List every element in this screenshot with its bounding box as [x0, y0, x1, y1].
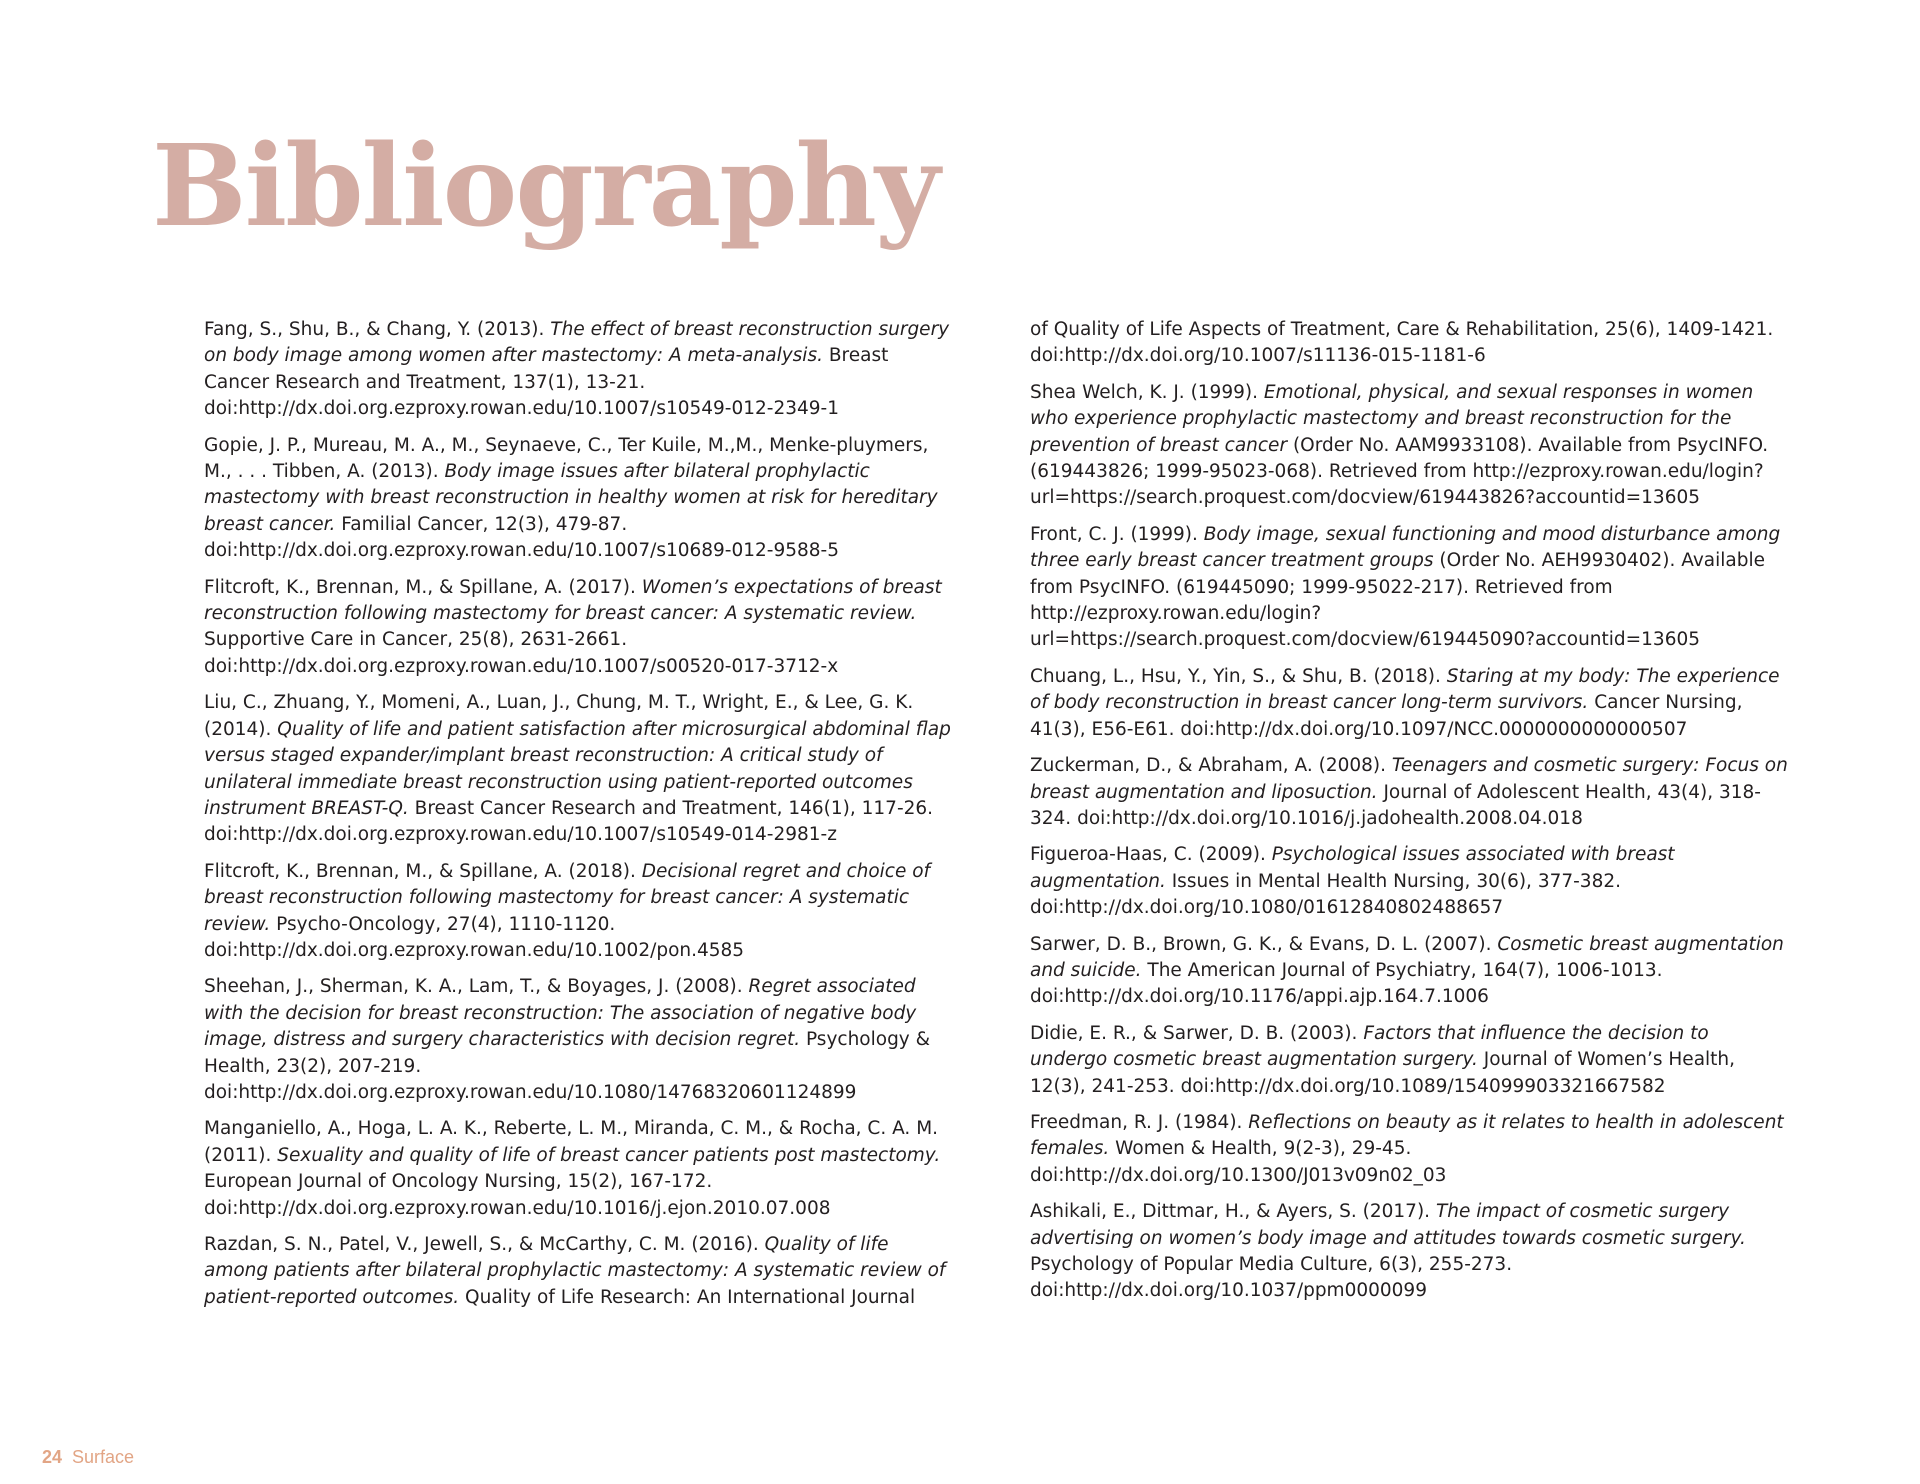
reference-source: Issues in Mental Health Nursing, 30(6), 377-382. doi:http://dx.doi.org/10.1080/01612840802488657 [1030, 870, 1621, 919]
reference-title: Staring at my body: The experience of body reconstruction in breast cancer long-term survivors. [1030, 665, 1780, 714]
reference-authors: Shea Welch, K. J. (1999). [1030, 381, 1264, 403]
reference-entry [1030, 1199, 1790, 1305]
reference-source: Psychology & Health, 23(2), 207-219. doi:http://dx.doi.org.ezproxy.rowan.edu/10.1080/14768320601124899 [204, 1029, 931, 1103]
reference-source: Women & Health, 9(2-3), 29-45. doi:http://dx.doi.org/10.1300/J013v09n02_03 [1030, 1138, 1447, 1186]
publication-name: Surface [72, 1447, 135, 1467]
right-column [1030, 317, 1790, 1315]
reference-entry [204, 1116, 952, 1222]
reference-source: The American Journal of Psychiatry, 164(7), 1006-1013. doi:http://dx.doi.org/10.1176/appi.ajp.164.7.1006 [1030, 959, 1663, 1008]
reference-entry [1030, 932, 1790, 1011]
reference-source: Journal of Women’s Health, 12(3), 241-253. doi:http://dx.doi.org/10.1089/154099903321667582 [1030, 1049, 1736, 1097]
reference-entry [1030, 1021, 1790, 1100]
reference-authors: Razdan, S. N., Patel, V., Jewell, S., & McCarthy, C. M. (2016). [204, 1234, 765, 1255]
reference-title: Body image, sexual functioning and mood disturbance among three early breast cancer treatment groups [1030, 523, 1781, 572]
reference-authors: Zuckerman, D., & Abraham, A. (2008). [1030, 755, 1392, 777]
reference-source: of Quality of Life Aspects of Treatment, Care & Rehabilitation, 25(6), 1409-1421. doi:http://dx.doi.org/10.1007/s11136-015-1181-6 [1030, 319, 1774, 367]
reference-authors: Sheehan, J., Sherman, K. A., Lam, T., & Boyages, J. (2008). [204, 976, 749, 998]
reference-source: Quality of Life Research: An International Journal [459, 1286, 916, 1308]
reference-entry [204, 859, 952, 965]
page-title: Bibliography [152, 121, 939, 252]
reference-authors: Gopie, J. P., Mureau, M. A., M., Seynaeve, C., Ter Kuile, M.,M., Menke-pluymers, M., . . . Tibben, A. (2013). [204, 434, 929, 483]
reference-authors: Manganiello, A., Hoga, L. A. K., Reberte, L. M., Miranda, C. M., & Rocha, C. A. M. (2011). [204, 1118, 939, 1166]
reference-authors: Chuang, L., Hsu, Y., Yin, S., & Shu, B. (2018). [1030, 665, 1447, 687]
reference-entry [1030, 842, 1790, 921]
reference-authors: Flitcroft, K., Brennan, M., & Spillane, A. (2017). [204, 576, 642, 598]
reference-title: Reflections on beauty as it relates to health in adolescent females. [1030, 1111, 1784, 1160]
reference-authors: Front, C. J. (1999). [1030, 523, 1204, 545]
page-footer [42, 1447, 134, 1468]
reference-entry [204, 690, 952, 848]
reference-title: Women’s expectations of breast reconstruction following mastectomy for breast cancer: A systematic review. [204, 576, 942, 625]
reference-entry [204, 974, 952, 1106]
reference-title: The effect of breast reconstruction surgery on body image among women after mastectomy: A meta-analysis. [204, 319, 950, 367]
reference-entry [204, 317, 952, 423]
reference-title: Quality of life and patient satisfaction after microsurgical abdominal flap versus staged expander/implant breast reconstruction: A critical study of unilateral immediate breast reconstruction using patient-reported outcomes instrument BREAST-Q. [204, 718, 951, 819]
reference-source: Familial Cancer, 12(3), 479-87. doi:http://dx.doi.org.ezproxy.rowan.edu/10.1007/s10689-012-9588-5 [204, 513, 839, 562]
reference-authors: Flitcroft, K., Brennan, M., & Spillane, A. (2018). [204, 860, 642, 882]
reference-entry [1030, 1110, 1790, 1189]
reference-authors: Fang, S., Shu, B., & Chang, Y. (2013). [204, 319, 551, 340]
reference-source: (Order No. AEH9930402). Available from PsycINFO. (619445090; 1999-95022-217). Retrieved from http://ezproxy.rowan.edu/login?url=https://search.proquest.com/docview/619445090?accountid=13605 [1030, 550, 1766, 651]
reference-authors: Ashikali, E., Dittmar, H., & Ayers, S. (2017). [1030, 1201, 1436, 1223]
reference-title: Factors that influence the decision to undergo cosmetic breast augmentation surgery. [1030, 1022, 1709, 1071]
reference-source: European Journal of Oncology Nursing, 15(2), 167-172. doi:http://dx.doi.org.ezproxy.rowan.edu/10.1016/j.ejon.2010.07.008 [204, 1171, 831, 1219]
reference-title: Sexuality and quality of life of breast cancer patients post mastectomy. [277, 1144, 941, 1166]
reference-source: Breast Cancer Research and Treatment, 146(1), 117-26. doi:http://dx.doi.org.ezproxy.rowan.edu/10.1007/s10549-014-2981-z [204, 797, 934, 846]
reference-authors: Figueroa-Haas, C. (2009). [1030, 844, 1272, 866]
reference-authors: Freedman, R. J. (1984). [1030, 1111, 1249, 1133]
reference-entry [204, 575, 952, 681]
reference-source: Journal of Adolescent Health, 43(4), 318-324. doi:http://dx.doi.org/10.1016/j.jadohealth.2008.04.018 [1030, 781, 1761, 829]
reference-title: The impact of cosmetic surgery advertising on women’s body image and attitudes towards cosmetic surgery. [1030, 1201, 1746, 1249]
reference-source: Supportive Care in Cancer, 25(8), 2631-2661. doi:http://dx.doi.org.ezproxy.rowan.edu/10.1007/s00520-017-3712-x [204, 629, 839, 677]
reference-entry [204, 1232, 952, 1311]
reference-source: Psycho-Oncology, 27(4), 1110-1120. doi:http://dx.doi.org.ezproxy.rowan.edu/10.1002/pon.4585 [204, 913, 745, 961]
reference-authors: Sarwer, D. B., Brown, G. K., & Evans, D. L. (2007). [1030, 933, 1498, 955]
reference-title: Regret associated with the decision for breast reconstruction: The association of negative body image, distress and surgery characteristics with decision regret. [204, 976, 917, 1051]
reference-source: Breast Cancer Research and Treatment, 137(1), 13-21. doi:http://dx.doi.org.ezproxy.rowan.edu/10.1007/s10549-012-2349-1 [204, 345, 889, 420]
reference-title: Decisional regret and choice of breast reconstruction following mastectomy for breast cancer: A systematic review. [204, 860, 931, 935]
reference-entry-continued [1030, 317, 1790, 370]
reference-title: Emotional, physical, and sexual responses in women who experience prophylactic mastectomy and breast reconstruction for the prevention of breast cancer [1030, 381, 1754, 456]
reference-title: Body image issues after bilateral prophylactic mastectomy with breast reconstruction in healthy women at risk for hereditary breast cancer. [204, 461, 938, 535]
reference-source: Psychology of Popular Media Culture, 6(3), 255-273. doi:http://dx.doi.org/10.1037/ppm0000099 [1030, 1254, 1513, 1302]
reference-title: Cosmetic breast augmentation and suicide. [1030, 933, 1784, 981]
page-number: 24 [42, 1447, 63, 1467]
reference-entry [1030, 664, 1790, 743]
reference-source: (Order No. AAM9933108). Available from PsycINFO. (619443826; 1999-95023-068). Retrieved from http://ezproxy.rowan.edu/login?url=https://search.proquest.com/docview/619443826?accountid=13605 [1030, 434, 1769, 509]
reference-title: Quality of life among patients after bilateral prophylactic mastectomy: A systematic review of patient-reported outcomes. [204, 1234, 946, 1308]
left-column [204, 317, 952, 1321]
reference-entry [204, 433, 952, 565]
reference-authors: Didie, E. R., & Sarwer, D. B. (2003). [1030, 1022, 1364, 1044]
reference-title: Teenagers and cosmetic surgery: Focus on breast augmentation and liposuction. [1030, 755, 1788, 803]
reference-authors: Liu, C., Zhuang, Y., Momeni, A., Luan, J., Chung, M. T., Wright, E., & Lee, G. K. (2014). [204, 692, 914, 740]
reference-entry [1030, 380, 1790, 512]
reference-entry [1030, 753, 1790, 832]
reference-title: Psychological issues associated with breast augmentation. [1030, 844, 1675, 892]
reference-entry [1030, 522, 1790, 654]
reference-source: Cancer Nursing, 41(3), E56-E61. doi:http://dx.doi.org/10.1097/NCC.0000000000000507 [1030, 692, 1743, 740]
